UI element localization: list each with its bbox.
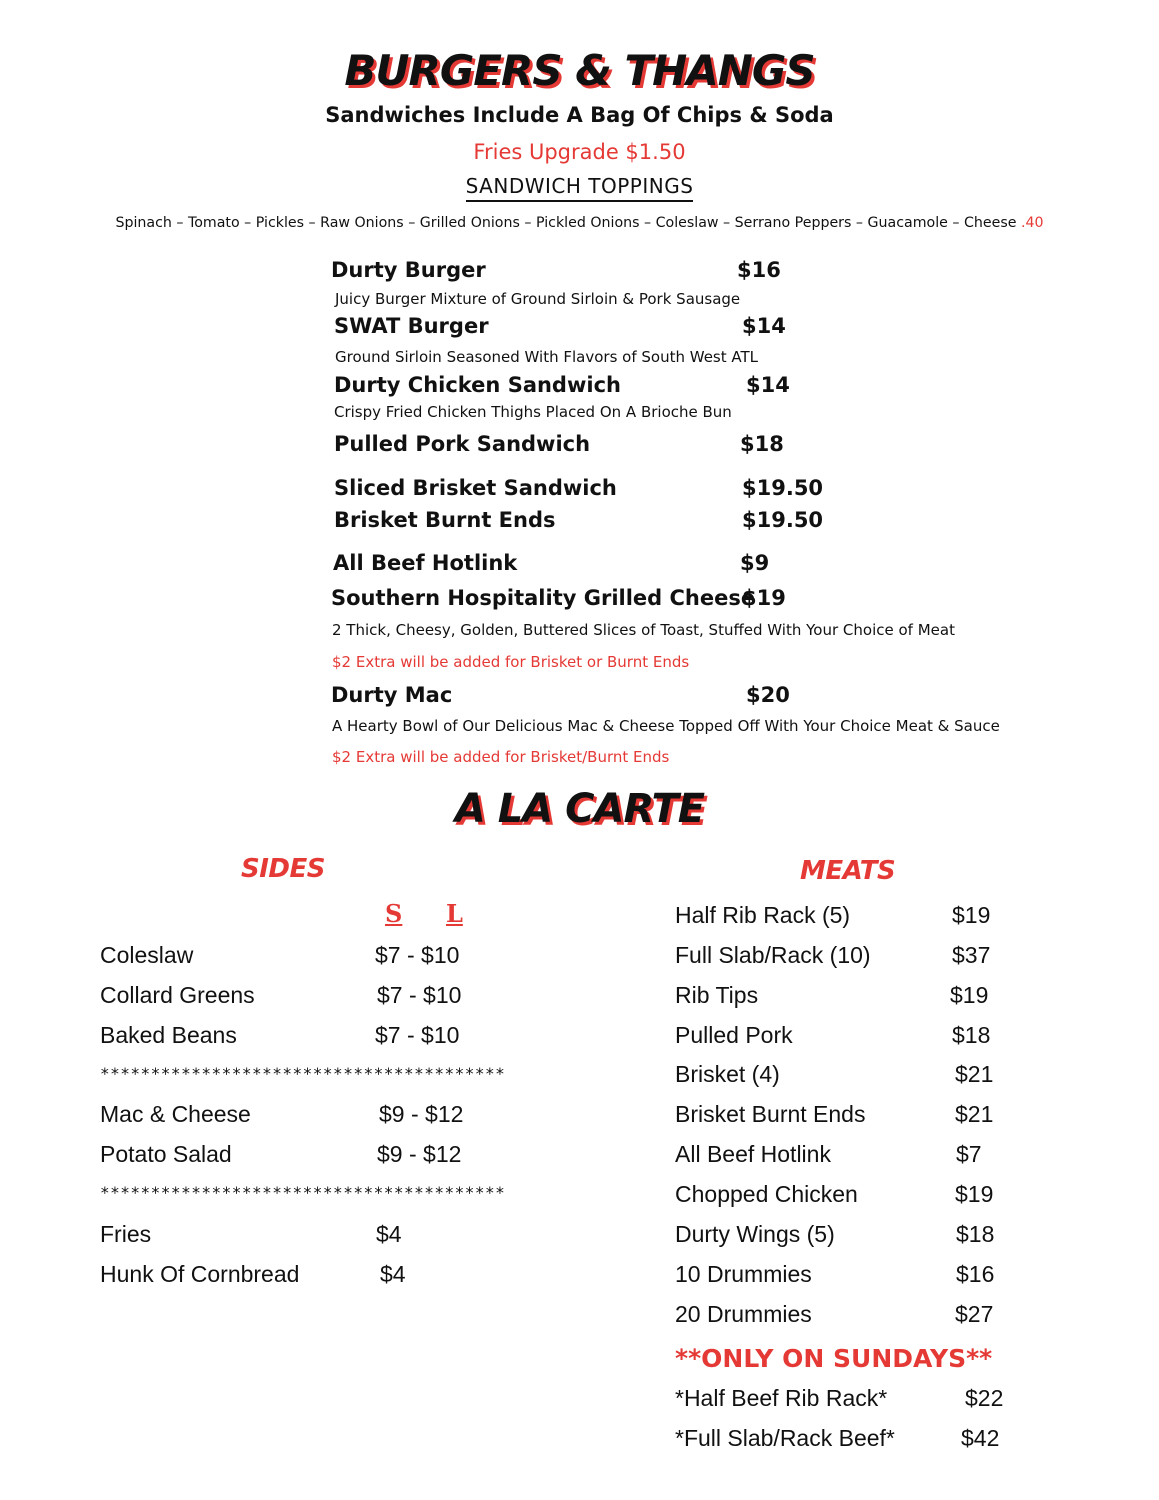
side-name: Fries [100,1221,152,1247]
meat-price: $19 [955,1181,994,1207]
side-name: Coleslaw [100,942,194,968]
subtitle: Sandwiches Include A Bag Of Chips & Soda [325,103,834,127]
sunday-item-price: $42 [961,1425,1000,1451]
sandwich-name: Pulled Pork Sandwich [334,432,591,456]
side-price: $9 - $12 [379,1101,464,1127]
sandwich-price: $14 [746,373,790,397]
sides-heading: SIDES [241,854,325,884]
meat-name: Chopped Chicken [675,1181,858,1207]
sunday-only-heading: **ONLY ON SUNDAYS** [675,1344,993,1373]
sandwich-desc: 2 Thick, Cheesy, Golden, Buttered Slices of Toast, Stuffed With Your Choice of Meat [332,621,955,639]
side-name: Collard Greens [100,982,255,1008]
sandwich-name: Brisket Burnt Ends [334,508,556,532]
meat-name: Brisket Burnt Ends [675,1101,866,1127]
side-price: $4 [376,1221,402,1247]
separator: **************************************** [100,1064,506,1083]
meat-name: Full Slab/Rack (10) [675,942,871,968]
sunday-item-price: $22 [965,1385,1004,1411]
size-large-label: L [446,899,463,928]
meat-price: $16 [956,1261,995,1287]
meat-name: All Beef Hotlink [675,1141,831,1167]
sandwich-extra-note: $2 Extra will be added for Brisket/Burnt Ends [332,748,670,766]
meat-price: $18 [952,1022,991,1048]
fries-upgrade: Fries Upgrade $1.50 [473,140,686,164]
sandwich-name: Durty Chicken Sandwich [334,373,621,397]
sandwich-price: $19.50 [742,508,824,532]
toppings-list [0,215,1159,231]
sandwich-name: Durty Burger [331,258,486,282]
sandwich-name: SWAT Burger [334,314,489,338]
separator: **************************************** [100,1183,506,1202]
sandwich-extra-note: $2 Extra will be added for Brisket or Burnt Ends [332,653,690,671]
meat-price: $21 [955,1061,994,1087]
meat-price: $18 [956,1221,995,1247]
meat-price: $19 [952,902,991,928]
meat-name: Brisket (4) [675,1061,780,1087]
meat-price: $37 [952,942,991,968]
meat-price: $27 [955,1301,994,1327]
sunday-item-name: *Full Slab/Rack Beef* [675,1425,895,1451]
side-price: $7 - $10 [377,982,462,1008]
sandwich-desc: Crispy Fried Chicken Thighs Placed On A Brioche Bun [334,403,732,421]
meat-name: 10 Drummies [675,1261,812,1287]
sandwich-desc: A Hearty Bowl of Our Delicious Mac & Cheese Topped Off With Your Choice Meat & Sauce [332,717,1000,735]
meat-price: $19 [950,982,989,1008]
sunday-item-name: *Half Beef Rib Rack* [675,1385,888,1411]
cheese-price: .40 [1020,215,1044,231]
sandwich-price: $19 [742,586,786,610]
a-la-carte-title: A LA CARTE [454,786,705,832]
meat-price: $21 [955,1101,994,1127]
side-price: $4 [380,1261,406,1287]
sandwich-name: Durty Mac [331,683,453,707]
side-name: Baked Beans [100,1022,237,1048]
sandwich-desc: Juicy Burger Mixture of Ground Sirloin & Pork Sausage [335,290,741,308]
sandwich-price: $18 [740,432,784,456]
sandwich-price: $19.50 [742,476,824,500]
sandwich-name: All Beef Hotlink [333,551,518,575]
meat-name: Durty Wings (5) [675,1221,835,1247]
meat-name: 20 Drummies [675,1301,812,1327]
meat-name: Half Rib Rack (5) [675,902,851,928]
page-title: BURGERS & THANGS [344,46,815,95]
sandwich-price: $14 [742,314,786,338]
sandwich-name: Southern Hospitality Grilled Cheese [331,586,756,610]
toppings-heading: SANDWICH TOPPINGS [466,174,694,202]
side-price: $9 - $12 [377,1141,462,1167]
side-price: $7 - $10 [375,1022,460,1048]
meat-name: Rib Tips [675,982,759,1008]
side-price: $7 - $10 [375,942,460,968]
sandwich-name: Sliced Brisket Sandwich [334,476,617,500]
meat-name: Pulled Pork [675,1022,793,1048]
side-name: Hunk Of Cornbread [100,1261,300,1287]
size-small-label: S [385,899,403,928]
toppings-items: Spinach – Tomato – Pickles – Raw Onions – Grilled Onions – Pickled Onions – Coleslaw – Serrano Peppers – Guacamole – Cheese [115,215,1021,231]
toppings-heading-wrap [0,174,1159,198]
sandwich-price: $16 [737,258,781,282]
sandwich-price: $20 [746,683,790,707]
side-name: Mac & Cheese [100,1101,251,1127]
sandwich-desc: Ground Sirloin Seasoned With Flavors of South West ATL [335,348,759,366]
meats-heading: MEATS [800,856,896,886]
side-name: Potato Salad [100,1141,232,1167]
meat-price: $7 [956,1141,982,1167]
sandwich-price: $9 [740,551,770,575]
